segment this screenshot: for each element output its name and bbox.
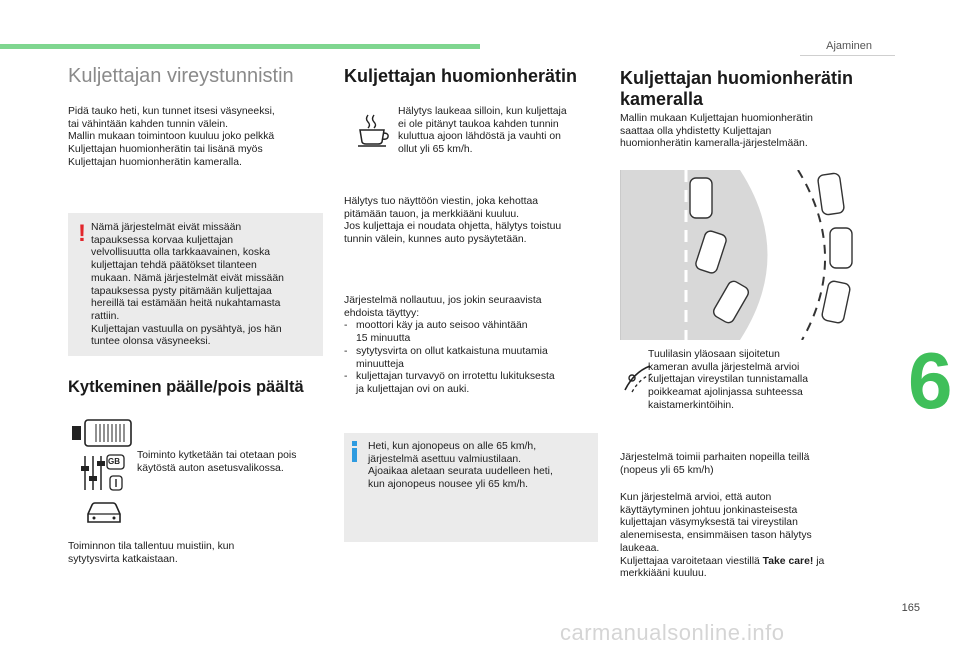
text-line: - sytytysvirta on ollut katkaistuna muutamia — [356, 345, 548, 357]
text-line: Heti, kun ajonopeus on alle 65 km/h, — [368, 441, 537, 452]
text-line: tai vähintään kahden tunnin välein. — [68, 118, 229, 130]
text-span: Kuljettajaa varoitetaan viestillä — [620, 555, 763, 567]
reset-list — [344, 320, 600, 396]
text-line: 15 minuutta — [356, 333, 411, 345]
warning-text — [91, 222, 321, 349]
text-line: Tuulilasin yläosaan sijoitetun — [648, 349, 780, 360]
section-label: Ajaminen — [826, 40, 872, 52]
list-item — [344, 371, 600, 396]
text-line: Hälytys laukeaa silloin, kun kuljettaja — [398, 106, 567, 117]
text-line: pitämään tauon, ja merkkiääni kuuluu. — [344, 208, 520, 220]
col1-intro — [68, 106, 328, 170]
col1-subtitle: Kytkeminen päälle/pois päältä — [68, 378, 304, 396]
text-line: tuntee olonsa väsyneeksi. — [91, 336, 211, 348]
text-line: tapauksessa pysty pitämään kuljettajaa — [91, 285, 272, 297]
text-line: sytytysvirta katkaistaan. — [68, 553, 178, 565]
text-line: Jos kuljettaja ei noudata ohjetta, hälytys toistuu — [344, 221, 562, 233]
text-line: Toiminto kytketään tai otetaan pois — [137, 450, 297, 461]
text-line — [620, 556, 880, 569]
text-line: ollut yli 65 km/h. — [398, 144, 473, 156]
text-line: merkkiääni kuuluu. — [620, 568, 707, 580]
text-line: laukeaa. — [620, 542, 660, 554]
text-line: kaistamerkintöihin. — [648, 399, 735, 411]
text-line: ehdoista täyttyy: — [344, 307, 420, 319]
text-line: poikkeamat ajolinjassa suhteessa — [648, 387, 803, 399]
text-line: Järjestelmä toimii parhaiten nopeilla teillä — [620, 452, 810, 463]
text-line: ei ole pitänyt taukoa kahden tunnin — [398, 118, 559, 130]
text-line: Kuljettajan huomionherätin tai lisänä myös — [68, 144, 263, 156]
text-line: Kuljettajan huomionherätin kameralla. — [68, 156, 242, 168]
text-line: - moottori käy ja auto seisoo vähintään — [356, 320, 528, 332]
text-line: huomionherätin kameralla-järjestelmään. — [620, 138, 808, 150]
text-line: saattaa olla yhdistetty Kuljettajan — [620, 125, 772, 137]
toggle-text — [137, 450, 327, 475]
lane-drift-illustration — [620, 170, 873, 340]
warning-icon: ! — [78, 220, 86, 247]
text-line: kameralla — [620, 89, 704, 109]
take-care-message: Take care! — [762, 555, 814, 567]
text-line: käyttäytyminen johtuu jonkinasteisesta — [620, 504, 798, 516]
text-line: järjestelmä asettuu valmiustilaan. — [368, 453, 522, 465]
text-line: minuutteja — [356, 358, 404, 370]
text-line: Toiminnon tila tallentuu muistiin, kun — [68, 541, 235, 552]
cup-alert-text — [398, 106, 598, 157]
text-line: tunnin välein, kunnes auto pysäytetään. — [344, 234, 527, 246]
text-line: kuljettajan tehdä päätökset tilanteen — [91, 260, 257, 272]
list-item — [344, 346, 600, 371]
text-line: Järjestelmä nollautuu, jos jokin seuraavista — [344, 295, 542, 306]
info-text — [368, 441, 593, 492]
text-line: Ajoaikaa aletaan seurata uudelleen heti, — [368, 466, 553, 478]
text-line: hereillä tai estämään heitä nukahtamasta — [91, 298, 281, 310]
info-icon — [350, 441, 358, 463]
text-line: mukaan. Nämä järjestelmät eivät missään — [91, 272, 284, 284]
settings-sliders-icon — [80, 452, 126, 494]
top-accent-bar — [0, 44, 480, 49]
text-line: Kuljettajan huomionherätin — [620, 68, 854, 88]
text-line: kun ajonopeus nousee yli 65 km/h. — [368, 479, 529, 491]
col2-title: Kuljettajan huomionherätin — [344, 66, 578, 86]
text-span: ja — [813, 555, 825, 567]
car-icon — [84, 500, 124, 526]
reset-conditions — [344, 295, 600, 397]
page-number: 165 — [901, 602, 920, 614]
text-line: velvollisuutta olla tarkkaavainen, koska — [91, 247, 271, 259]
text-line: Nämä järjestelmät eivät missään — [91, 222, 242, 233]
text-line: Mallin mukaan Kuljettajan huomionherätin — [620, 113, 813, 124]
text-line: kameran avulla järjestelmä arvioi — [648, 361, 800, 373]
touchscreen-menu-icon — [72, 418, 134, 448]
header-divider — [800, 55, 895, 56]
text-line: kuljettajan väsymyksestä tai vireystilan — [620, 517, 798, 529]
list-item — [344, 320, 600, 345]
text-line: käytöstä auton asetusvalikossa. — [137, 462, 284, 474]
speed-text — [620, 452, 880, 477]
settings-icon-label: GB — [108, 457, 120, 466]
coffee-cup-icon — [356, 112, 392, 148]
text-line: ja kuljettajan ovi on auki. — [356, 383, 470, 395]
text-line: Mallin mukaan toimintoon kuuluu joko pelkkä — [68, 131, 275, 143]
text-line: kuljettajan vireystilan tunnistamalla — [648, 374, 808, 386]
text-line: - kuljettajan turvavyö on irrotettu lukituksesta — [356, 371, 555, 383]
watermark: carmanualsonline.info — [560, 620, 785, 645]
memory-text — [68, 541, 318, 566]
text-line: Kuljettajan vastuulla on pysähtyä, jos hän — [91, 323, 282, 335]
col3-intro — [620, 113, 880, 151]
text-line: Kun järjestelmä arvioi, että auton — [620, 492, 772, 503]
text-line: Pidä tauko heti, kun tunnet itsesi väsyneeksi, — [68, 106, 275, 117]
text-line: kuluttua ajoon lähdöstä ja vauhti on — [398, 131, 561, 143]
camera-text — [648, 349, 878, 413]
col3-title — [620, 68, 853, 110]
text-line: (nopeus yli 65 km/h) — [620, 464, 714, 476]
col1-title: Kuljettajan vireystunnistin — [68, 65, 294, 87]
evaluation-text — [620, 492, 880, 581]
text-line: alenemisesta, ensimmäisen tason hälytys — [620, 530, 812, 542]
text-line: tapauksessa korvaa kuljettajan — [91, 234, 234, 246]
text-line: Hälytys tuo näyttöön viestin, joka kehottaa — [344, 196, 539, 207]
chapter-number: 6 — [908, 336, 953, 425]
alert-text — [344, 196, 600, 247]
text-line: rattiin. — [91, 310, 120, 322]
